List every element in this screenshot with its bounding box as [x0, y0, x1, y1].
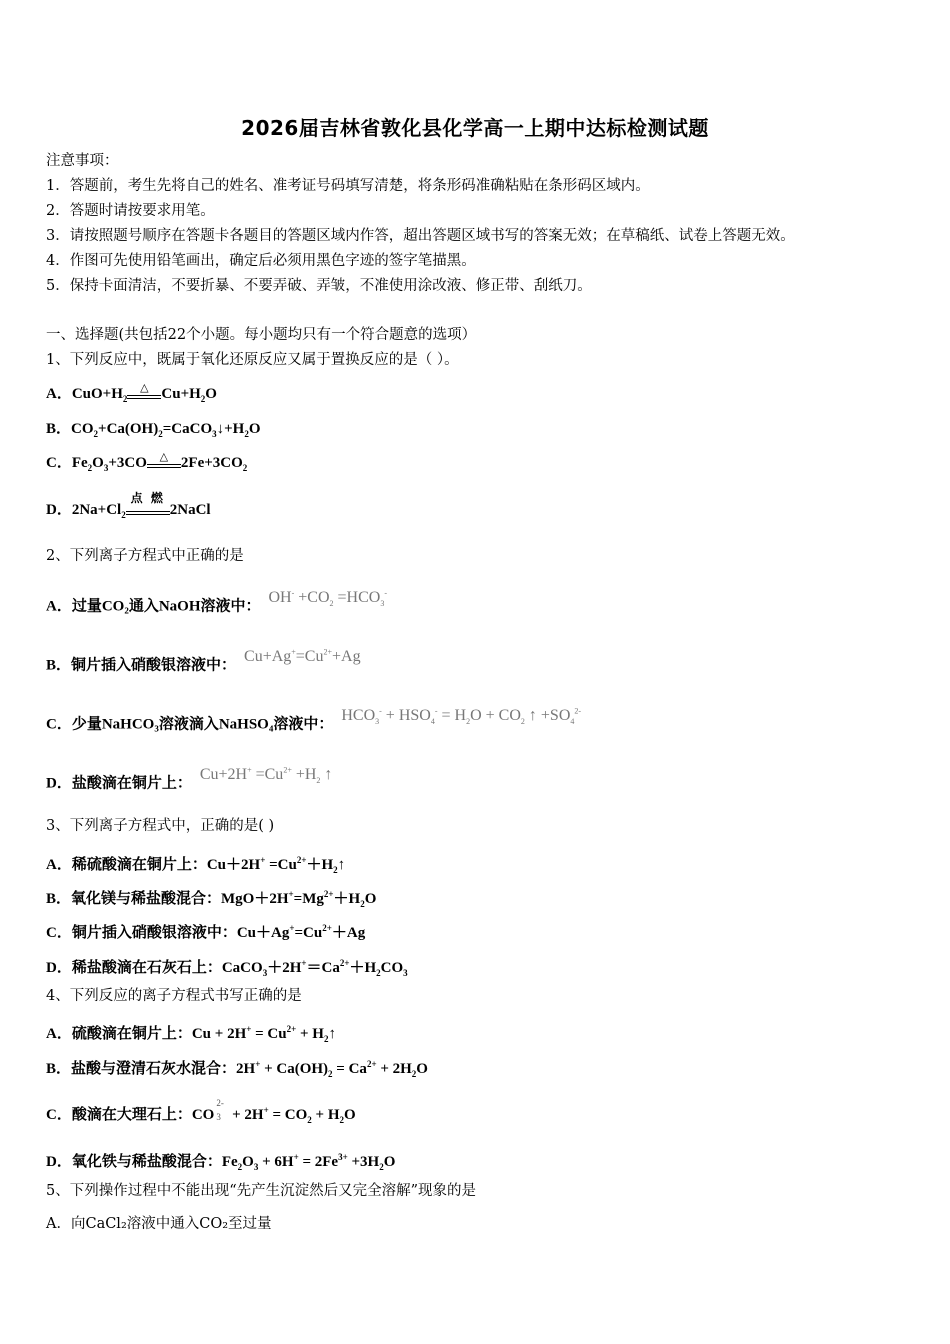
option-text: D．盐酸滴在铜片上： [46, 775, 192, 792]
option-text: A．过量CO₂通入NaOH溶液中： [46, 598, 261, 615]
heat-condition [127, 381, 161, 405]
equation-text: $2Na+Cl_2$ [71, 502, 126, 520]
q3-option-d [46, 953, 408, 983]
q4-option-b [46, 1054, 428, 1084]
equation-text: $Fe_2O_3+3CO$ [71, 455, 147, 473]
equation-text: $Cu+Ag^+=Cu^{2+}+Ag$ [236, 923, 366, 941]
equation-text: $CO_2+Ca(OH)_2=CaCO_3↓+H_2O$ [71, 421, 261, 439]
q2-option-c [46, 707, 582, 741]
equation-image: $OH^- +CO_2 =HCO_3^-$ [268, 589, 388, 609]
equation-text: $Cu+2H^+ =Cu^{2+}+H_2↑$ [206, 855, 346, 875]
q1-stem: 1、下列反应中，既属于氧化还原反应又属于置换反应的是（ ）。 [46, 352, 459, 368]
option-text: D．氧化铁与稀盐酸混合： [46, 1154, 222, 1170]
equation-text: $Cu + 2H^+ = Cu^{2+}$ + $H_2↑$ [191, 1024, 336, 1044]
option-text: B．盐酸与澄清石灰水混合： [46, 1061, 237, 1077]
equals-bar [126, 511, 170, 515]
option-label: C． [46, 455, 72, 471]
triangle-icon: △ [140, 381, 149, 394]
q2-option-a [46, 589, 388, 623]
q5-option-a: A．向CaCl₂溶液中通入CO₂至过量 [46, 1216, 272, 1232]
q3-option-a [46, 850, 345, 880]
notice-item-4: 4．作图可先使用铅笔画出，确定后必须用黑色字迹的签字笔描黑。 [46, 253, 476, 269]
notice-item-5: 5．保持卡面清洁，不要折暴、不要弄破、弄皱，不准使用涂改液、修正带、刮纸刀。 [46, 278, 592, 294]
heat-condition [147, 450, 181, 474]
equation-text: CO 2- 3 + $2H^+ = CO_2 + H_2O$ [191, 1098, 356, 1125]
q3-stem [46, 816, 274, 836]
q4-stem: 4、下列反应的离子方程式书写正确的是 [46, 988, 302, 1004]
ignite-label: 点 燃 [130, 490, 165, 505]
page-title: 2026届吉林省敦化县化学高一上期中达标检测试题 [241, 116, 709, 140]
notice-heading: 注意事项： [46, 153, 119, 169]
q3-stem-text: 3、下列离子方程式中，正确的是( ) [46, 818, 275, 834]
q4-option-a [46, 1019, 336, 1049]
equals-bar [147, 464, 181, 468]
q2-option-d [46, 766, 333, 800]
q4-option-d [46, 1147, 395, 1177]
notice-item-3: 3．请按照题号顺序在答题卡各题目的答题区域内作答，超出答题区域书写的答案无效；在草稿纸、试卷上答题无效。 [46, 228, 795, 244]
option-label: D． [46, 502, 72, 518]
q1-option-a [46, 381, 217, 409]
equation-text: $CuO+H_2$ [71, 386, 128, 404]
option-text: C．铜片插入硝酸银溶液中： [46, 925, 237, 941]
notice-item-1: 1．答题前，考生先将自己的姓名、准考证号码填写清楚，将条形码准确粘贴在条形码区域内。 [46, 178, 650, 194]
option-text: D．稀盐酸滴在石灰石上： [46, 960, 222, 976]
equation-text: $MgO+2H^+=Mg^{2+}+H_2O$ [221, 889, 377, 909]
q1-option-b [46, 419, 261, 444]
option-text: C．少量NaHCO₃溶液滴入NaHSO₄溶液中： [46, 716, 334, 733]
option-text: C．酸滴在大理石上： [46, 1107, 192, 1123]
section-heading: 一、选择题(共包括22个小题。每小题均只有一个符合题意的选项） [46, 327, 477, 343]
equation-image: $Cu+Ag^+=Cu^{2+}+Ag$ [244, 648, 361, 666]
equation-text: $2Fe+3CO_2$ [180, 455, 248, 473]
q1-option-c [46, 450, 248, 478]
option-label: A． [46, 386, 72, 402]
option-text: A．硫酸滴在铜片上： [46, 1026, 192, 1042]
option-text: A．稀硫酸滴在铜片上： [46, 857, 207, 873]
q2-stem: 2、下列离子方程式中正确的是 [46, 548, 244, 564]
triangle-icon: △ [159, 450, 169, 463]
q3-option-c [46, 918, 365, 943]
equation-text: 2NaCl [169, 502, 211, 518]
q4-option-c [46, 1100, 356, 1130]
equation-text: $Cu+H_2O$ [161, 386, 217, 404]
equation-image: $Cu+2H^+ =Cu^{2+} +H_2$ ↑ [199, 766, 333, 786]
option-text: B．铜片插入硝酸银溶液中： [46, 657, 237, 674]
ignite-condition [126, 490, 170, 521]
q3-option-b [46, 884, 376, 914]
q2-option-b [46, 648, 361, 675]
equation-text: $CaCO_3+2H^+=Ca^{2+}+H_2CO_3$ [221, 958, 408, 978]
notice-item-2: 2．答题时请按要求用笔。 [46, 203, 215, 219]
option-text: B．氧化镁与稀盐酸混合： [46, 891, 222, 907]
option-label: B． [46, 421, 72, 437]
equals-bar [127, 395, 161, 399]
equation-text: $Fe_2O_3 + 6H^+ = 2Fe^{3+} +3H_2O$ [221, 1152, 396, 1172]
equation-image: $HCO_3^- + HSO_4^- = H_2O + CO_2$ ↑ $+SO_4^{2-}$ [341, 707, 582, 727]
q5-stem: 5、下列操作过程中不能出现“先产生沉淀然后又完全溶解”现象的是 [46, 1183, 477, 1199]
q1-option-d [46, 490, 211, 525]
equation-text: $2H^+ + Ca(OH)_2 = Ca^{2+} + 2H_2O$ [236, 1059, 428, 1079]
